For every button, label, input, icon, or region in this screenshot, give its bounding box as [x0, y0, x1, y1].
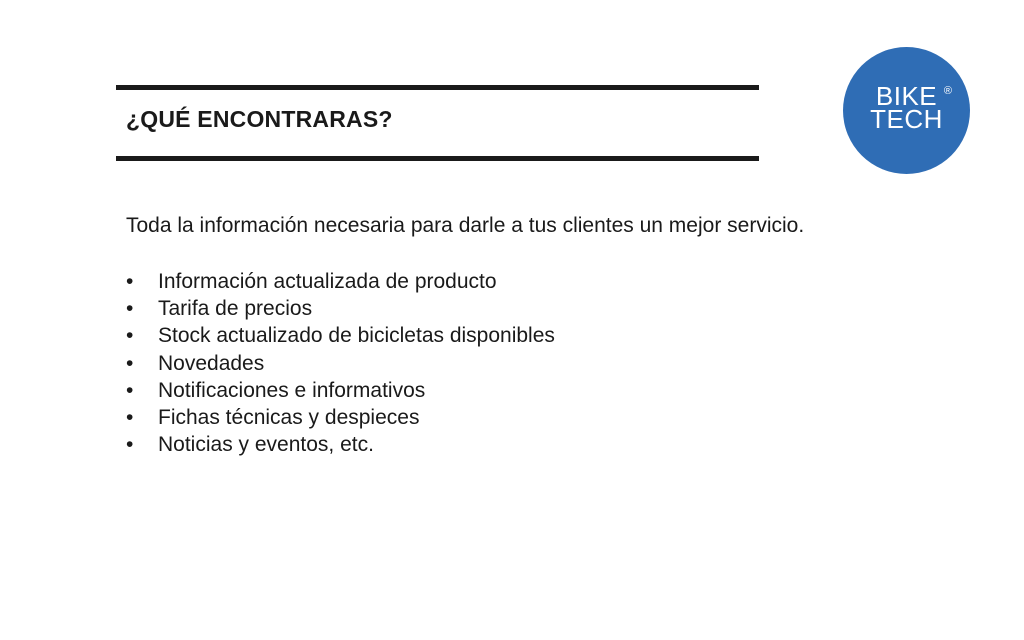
list-item [126, 431, 555, 458]
list-item [126, 322, 555, 349]
bullet-marker: • [126, 378, 134, 402]
intro-text: Toda la información necesaria para darle a tus clientes un mejor servicio. [126, 214, 805, 237]
list-item [126, 377, 555, 404]
list-item-text: Stock actualizado de bicicletas disponibles [158, 324, 555, 348]
list-item-text: Noticias y eventos, etc. [158, 433, 374, 457]
list-item [126, 404, 555, 431]
bullet-marker: • [126, 351, 134, 375]
title-top-rule [116, 85, 759, 90]
bullet-marker: • [126, 433, 134, 457]
list-item [126, 350, 555, 377]
list-item [126, 268, 555, 295]
title-bottom-rule [116, 156, 759, 161]
biketech-logo [843, 47, 970, 174]
logo-line-2: TECH [870, 104, 943, 134]
list-item-text: Tarifa de precios [158, 297, 313, 321]
logo-line-1: BIKE [875, 81, 938, 111]
registered-mark: ® [943, 85, 952, 97]
list-item-text: Notificaciones e informativos [158, 378, 426, 402]
bullet-marker: • [126, 270, 134, 293]
feature-list [126, 268, 555, 458]
list-item-text: Información actualizada de producto [158, 270, 497, 293]
bullet-marker: • [126, 405, 134, 429]
list-item-text: Novedades [158, 351, 265, 375]
bullet-marker: • [126, 297, 134, 321]
bullet-marker: • [126, 324, 134, 348]
list-item-text: Fichas técnicas y despieces [158, 405, 420, 429]
list-item [126, 295, 555, 322]
slide-title: ¿QUÉ ENCONTRARAS? [126, 106, 393, 132]
